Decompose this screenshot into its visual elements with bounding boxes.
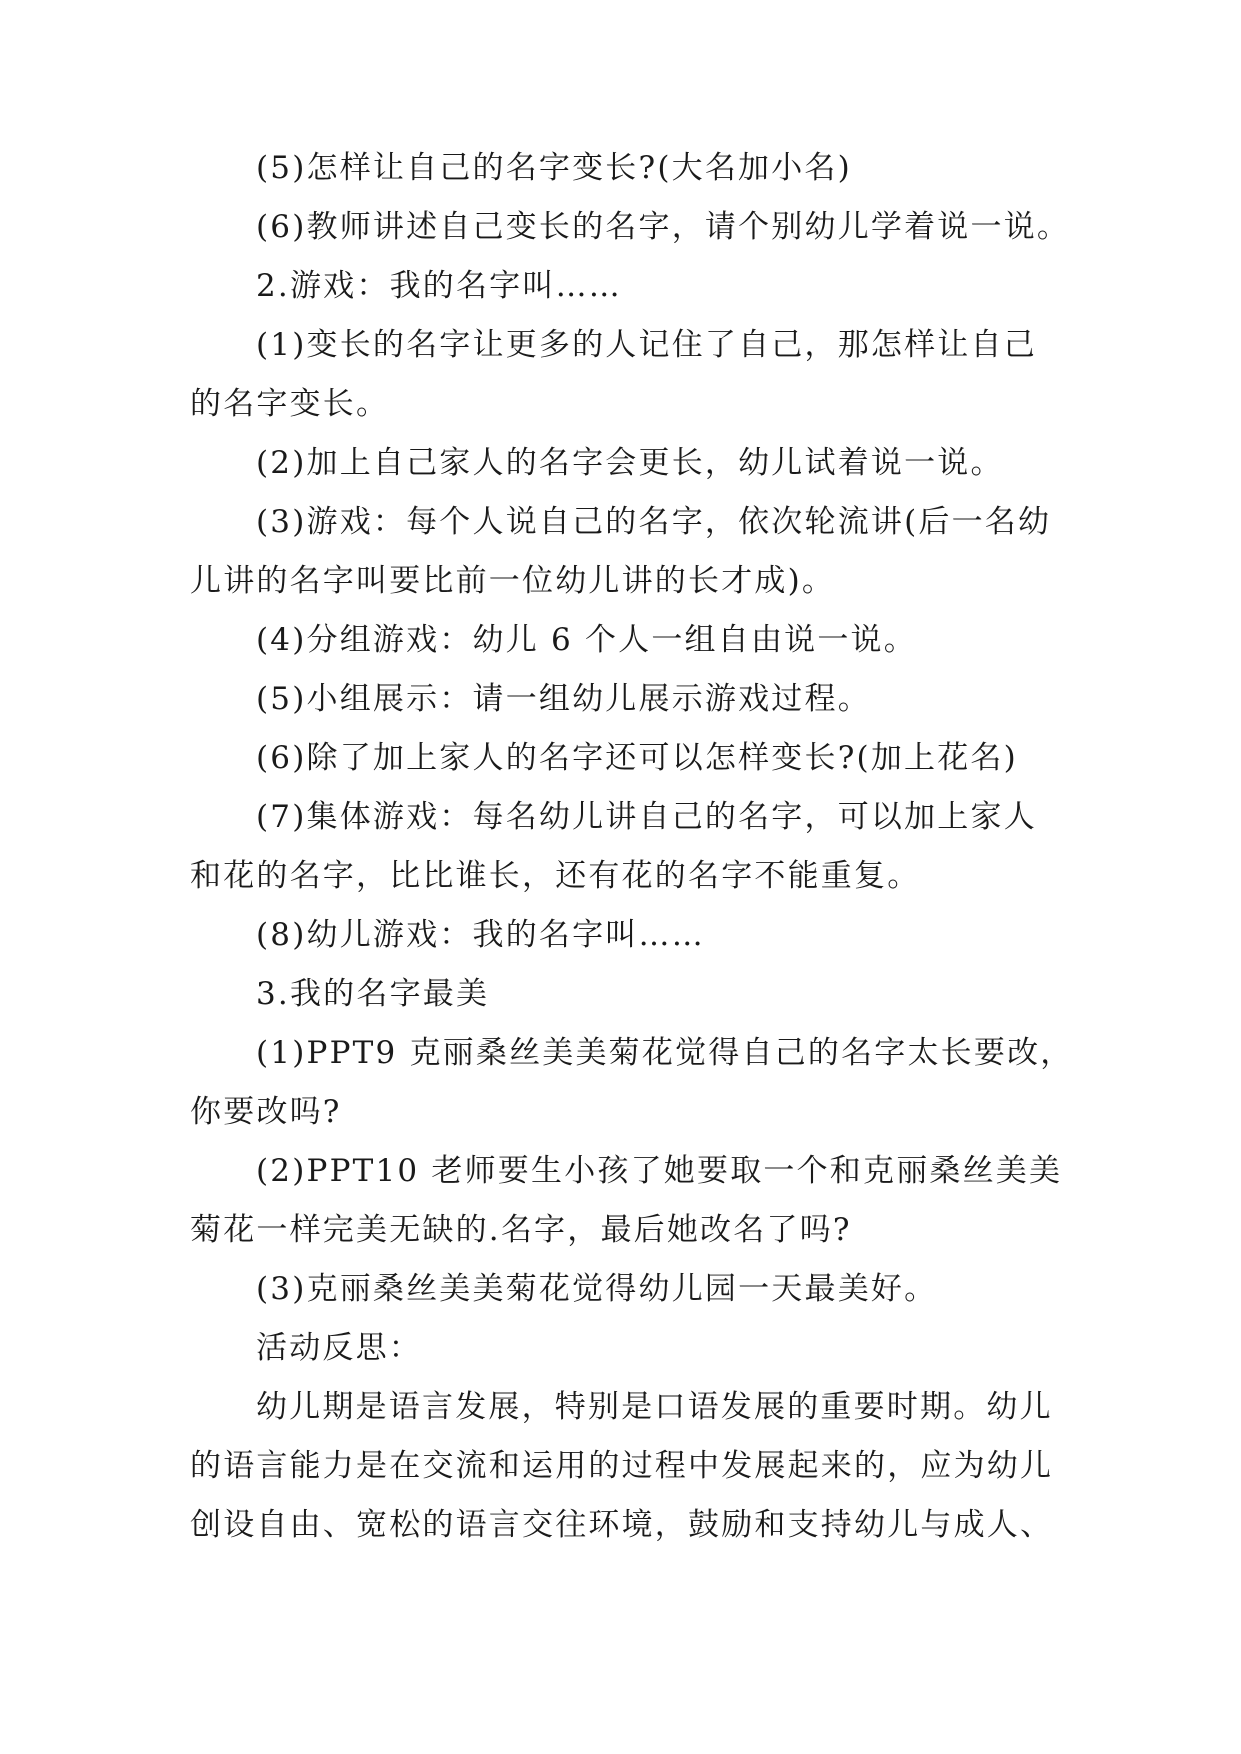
paragraph-line: 幼儿期是语言发展，特别是口语发展的重要时期。幼儿 bbox=[256, 1389, 1053, 1425]
paragraph-line: (6)教师讲述自己变长的名字，请个别幼儿学着说一说。 bbox=[256, 209, 1071, 245]
paragraph-line: (1)变长的名字让更多的人记住了自己，那怎样让自己 bbox=[256, 327, 1037, 363]
paragraph-line: (2)PPT10 老师要生小孩了她要取一个和克丽桑丝美美 bbox=[256, 1153, 1063, 1189]
paragraph-line: 创设自由、宽松的语言交往环境，鼓励和支持幼儿与成人、 bbox=[190, 1507, 1054, 1543]
section-heading: 活动反思： bbox=[256, 1330, 422, 1366]
paragraph-line: (6)除了加上家人的名字还可以怎样变长?(加上花名) bbox=[256, 740, 1018, 776]
section-heading: 3.我的名字最美 bbox=[256, 976, 490, 1012]
paragraph-line: 儿讲的名字叫要比前一位幼儿讲的长才成)。 bbox=[190, 563, 836, 599]
paragraph-line: (8)幼儿游戏：我的名字叫…… bbox=[256, 917, 705, 953]
section-heading: 2.游戏：我的名字叫…… bbox=[256, 268, 622, 304]
paragraph-line: (7)集体游戏：每名幼儿讲自己的名字，可以加上家人 bbox=[256, 799, 1037, 835]
paragraph-line: (3)克丽桑丝美美菊花觉得幼儿园一天最美好。 bbox=[256, 1271, 938, 1307]
paragraph-line: (1)PPT9 克丽桑丝美美菊花觉得自己的名字太长要改， bbox=[256, 1035, 1074, 1071]
paragraph-line: (2)加上自己家人的名字会更长，幼儿试着说一说。 bbox=[256, 445, 1004, 481]
paragraph-line: 的名字变长。 bbox=[190, 386, 390, 422]
paragraph-line: 菊花一样完美无缺的.名字，最后她改名了吗? bbox=[190, 1212, 852, 1248]
paragraph-line: 的语言能力是在交流和运用的过程中发展起来的，应为幼儿 bbox=[190, 1448, 1054, 1484]
paragraph-line: (3)游戏：每个人说自己的名字，依次轮流讲(后一名幼 bbox=[256, 504, 1052, 540]
paragraph-line: (5)小组展示：请一组幼儿展示游戏过程。 bbox=[256, 681, 871, 717]
paragraph-line: 和花的名字，比比谁长，还有花的名字不能重复。 bbox=[190, 858, 921, 894]
paragraph-line: (5)怎样让自己的名字变长?(大名加小名) bbox=[256, 150, 852, 186]
paragraph-line: 你要改吗? bbox=[190, 1094, 342, 1130]
paragraph-line: (4)分组游戏：幼儿 6 个人一组自由说一说。 bbox=[256, 622, 917, 658]
